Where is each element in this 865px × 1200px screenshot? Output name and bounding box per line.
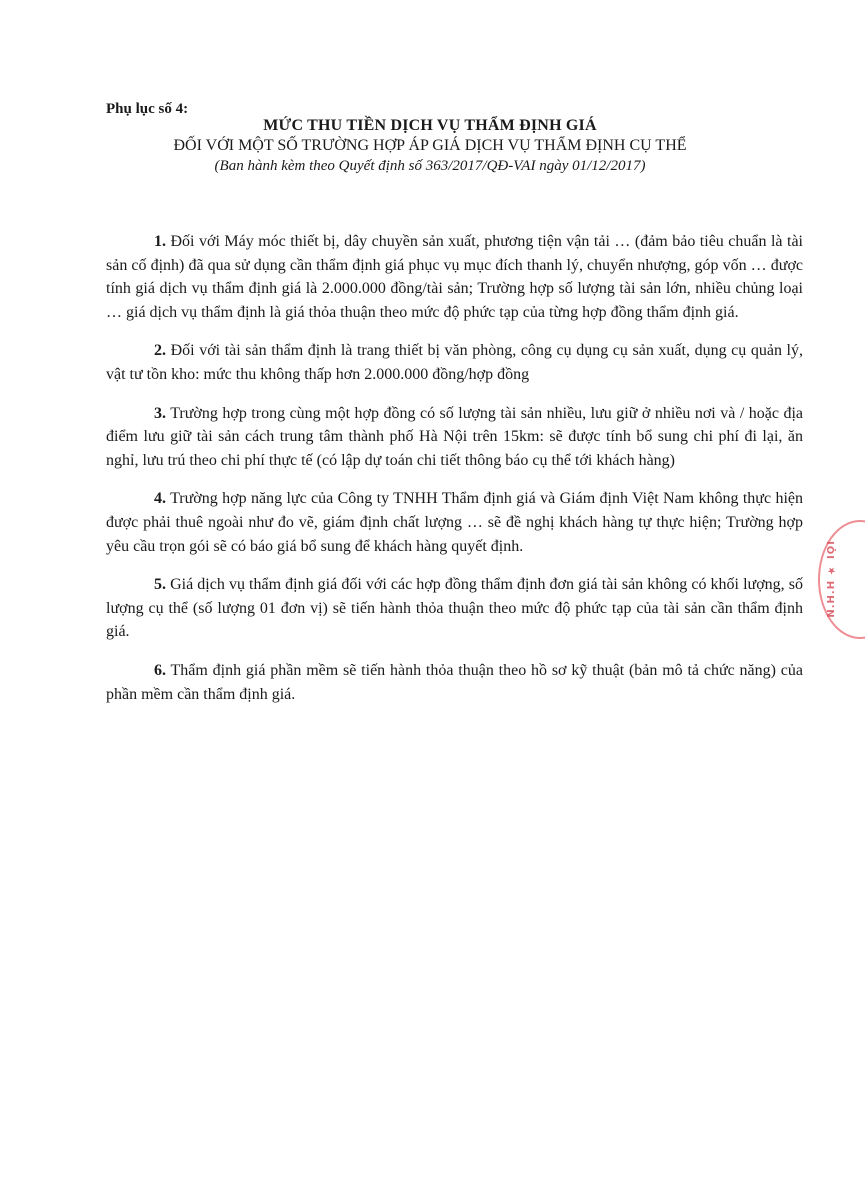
paragraph-number: 1. bbox=[154, 233, 166, 250]
paragraph-text: Giá dịch vụ thẩm định giá đối với các hợp đồng thẩm định đơn giá tài sản không có khối lượng, số lượng cụ thể (số lượng 01 đơn vị) sẽ tiến hành thỏa thuận theo mức độ phức tạp của tài sản cần thẩm định giá. bbox=[106, 576, 804, 641]
document-subtitle: ĐỐI VỚI MỘT SỐ TRƯỜNG HỢP ÁP GIÁ DỊCH VỤ THẨM ĐỊNH CỤ THỂ bbox=[173, 137, 687, 154]
document-issuance-note: (Ban hành kèm theo Quyết định số 363/2017/QĐ-VAI ngày 01/12/2017) bbox=[214, 158, 646, 174]
paragraph-text: Trường hợp trong cùng một hợp đồng có số lượng tài sản nhiều, lưu giữ ở nhiều nơi và / hoặc địa điểm lưu giữ tài sản cách trung tâm thành phố Hà Nội trên 15km: sẽ được tính bổ sung chi phí đi lại, ăn nghỉ, lưu trú theo chi phí thực tế (có lập dự toán chi tiết thông báo cụ thể tới khách hàng) bbox=[106, 404, 803, 469]
paragraph-4 bbox=[106, 487, 803, 558]
paragraph-number: 3. bbox=[154, 404, 166, 422]
paragraph-6 bbox=[106, 659, 803, 706]
paragraph-number: 5. bbox=[154, 576, 166, 594]
paragraph-number: 6. bbox=[154, 661, 166, 679]
paragraph-2 bbox=[106, 339, 803, 386]
paragraph-text: Đối với tài sản thẩm định là trang thiết bị văn phòng, công cụ dụng cụ sản xuất, dụng cụ quản lý, vật tư tồn kho: mức thu không thấp hơn 2.000.000 đồng/hợp đồng bbox=[106, 342, 804, 383]
paragraph-1 bbox=[106, 230, 803, 324]
company-seal-text: N.H.H ★ IỌI bbox=[826, 540, 837, 618]
document-title: MỨC THU TIỀN DỊCH VỤ THẨM ĐỊNH GIÁ bbox=[263, 117, 597, 134]
document-body bbox=[106, 230, 803, 721]
appendix-label: Phụ lục số 4: bbox=[106, 101, 189, 117]
paragraph-5 bbox=[106, 573, 803, 644]
paragraph-number: 2. bbox=[154, 342, 166, 360]
paragraph-text: Đối với Máy móc thiết bị, dây chuyền sản xuất, phương tiện vận tải … (đảm bảo tiêu chuẩn là tài sản cố định) đã qua sử dụng cần thẩm định giá phục vụ mục đích thanh lý, chuyển nhượng, góp vốn … được tính giá dịch vụ thẩm định giá là 2.000.000 đồng/tài sản; Trường hợp số lượng tài sản lớn, nhiều chủng loại … giá dịch vụ thẩm định là giá thỏa thuận theo mức độ phức tạp của từng hợp đồng thẩm định giá. bbox=[106, 233, 804, 321]
paragraph-3 bbox=[106, 402, 803, 473]
title-block bbox=[100, 116, 760, 176]
paragraph-number: 4. bbox=[154, 490, 166, 508]
paragraph-text: Thẩm định giá phần mềm sẽ tiến hành thỏa thuận theo hồ sơ kỹ thuật (bản mô tả chức năng) của phần mềm cần thẩm định giá. bbox=[106, 661, 803, 703]
paragraph-text: Trường hợp năng lực của Công ty TNHH Thẩm định giá và Giám định Việt Nam không thực hiện được phải thuê ngoài như đo vẽ, giám định chất lượng … sẽ đề nghị khách hàng tự thực hiện; Trường hợp yêu cầu trọn gói sẽ có báo giá bổ sung để khách hàng quyết định. bbox=[106, 490, 804, 555]
